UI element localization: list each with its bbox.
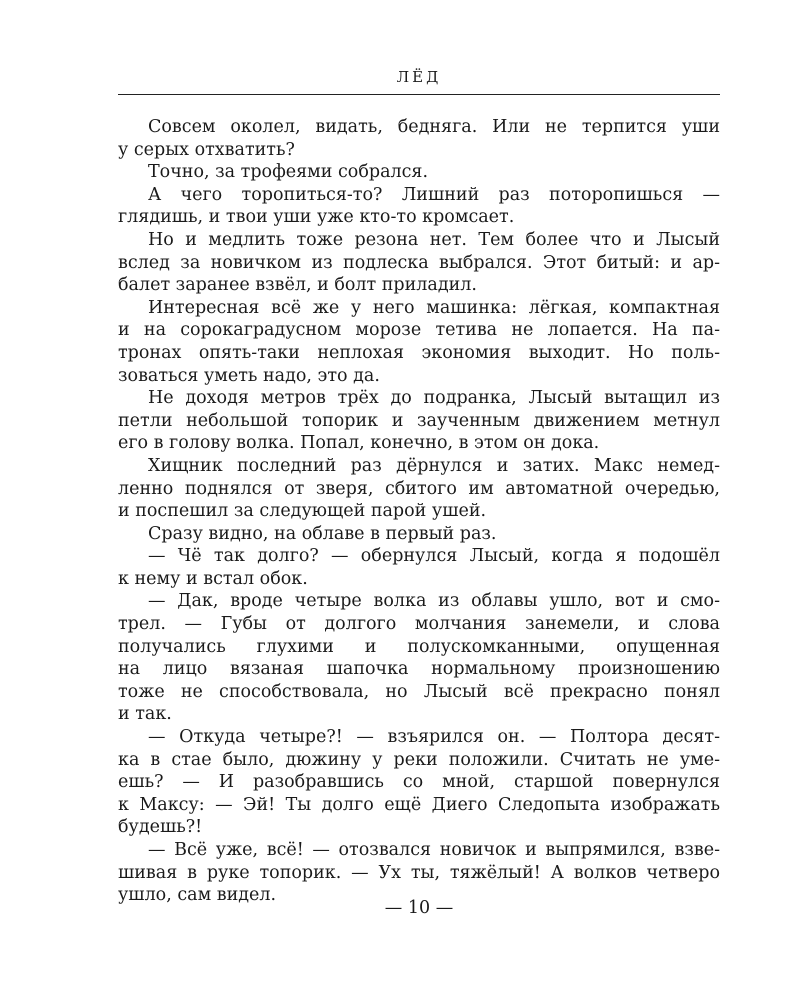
text-line: петли небольшой топорик и заученным движением метнул — [118, 410, 720, 431]
body-text — [118, 116, 720, 907]
text-line: балет заранее взвёл, и болт приладил. — [118, 275, 477, 296]
text-line: Совсем околел, видать, бедняга. Или не терпится уши — [148, 117, 720, 137]
text-line: Хищник последний раз дёрнулся и затих. Макс немед- — [148, 455, 720, 476]
text-line: будешь?! — [118, 817, 203, 838]
text-line: глядишь, и твои уши уже кто-то кромсает. — [118, 207, 515, 228]
text-line: ка в стае было, дюжину у реки положили. Считать не уме- — [118, 749, 720, 770]
text-line: ленно поднялся от зверя, сбитого им автоматной очередью, — [118, 478, 720, 499]
text-line: получались глухими и полускомканными, опущенная — [118, 636, 720, 657]
text-line: ешь? — И разобравшись со мной, старшой повернулся — [118, 772, 720, 793]
text-line: шивая в руке топорик. — Ух ты, тяжёлый! А волков четверо — [118, 862, 720, 883]
page-number: — 10 — — [384, 898, 454, 918]
text-line: его в голову волка. Попал, конечно, в этом он дока. — [118, 433, 600, 454]
text-line: зоваться уметь надо, это да. — [118, 365, 380, 386]
text-line: и поспешил за следующей парой ушей. — [118, 501, 487, 522]
text-line: и на сорокаградусном морозе тетива не лопается. На па- — [118, 320, 720, 341]
text-line: к нему и встал обок. — [118, 568, 308, 589]
text-line: Сразу видно, на облаве в первый раз. — [148, 523, 497, 544]
text-line: — Всё уже, всё! — отозвался новичок и выпрямился, взве- — [148, 840, 720, 860]
text-line: Не доходя метров трёх до подранка, Лысый вытащил из — [148, 388, 720, 409]
text-line: ушло, сам видел. — [118, 885, 277, 906]
text-line: Точно, за трофеями собрался. — [148, 162, 429, 183]
header-rule — [118, 94, 720, 95]
text-line: вслед за новичком из подлеска выбрался. Этот битый: и ар- — [118, 252, 720, 273]
text-line: тоже не способствовала, но Лысый всё прекрасно понял — [118, 681, 720, 702]
text-line: у серых отхватить? — [118, 139, 295, 160]
text-line: Интересная всё же у него машинка: лёгкая, компактная — [148, 297, 720, 318]
text-line: — Дак, вроде четыре волка из облавы ушло, вот и смо- — [148, 591, 720, 612]
running-head: ЛЁД — [396, 68, 442, 86]
text-line: — Откуда четыре?! — взъярился он. — Полтора десят- — [148, 727, 720, 748]
text-line: тронах опять-таки неплохая экономия выходит. Но поль- — [118, 342, 720, 363]
text-line: на лицо вязаная шапочка нормальному произношению — [118, 659, 720, 680]
text-line: Но и медлить тоже резона нет. Тем более что и Лысый — [148, 229, 720, 250]
text-line: к Максу: — Эй! Ты долго ещё Диего Следопыта изображать — [118, 794, 720, 815]
text-line: трел. — Губы от долгого молчания занемели, и слова — [118, 614, 720, 635]
text-line: — Чё так долго? — обернулся Лысый, когда я подошёл — [148, 546, 720, 567]
text-line: А чего торопиться-то? Лишний раз поторопишься — — [148, 184, 720, 205]
text-line: и так. — [118, 704, 172, 725]
